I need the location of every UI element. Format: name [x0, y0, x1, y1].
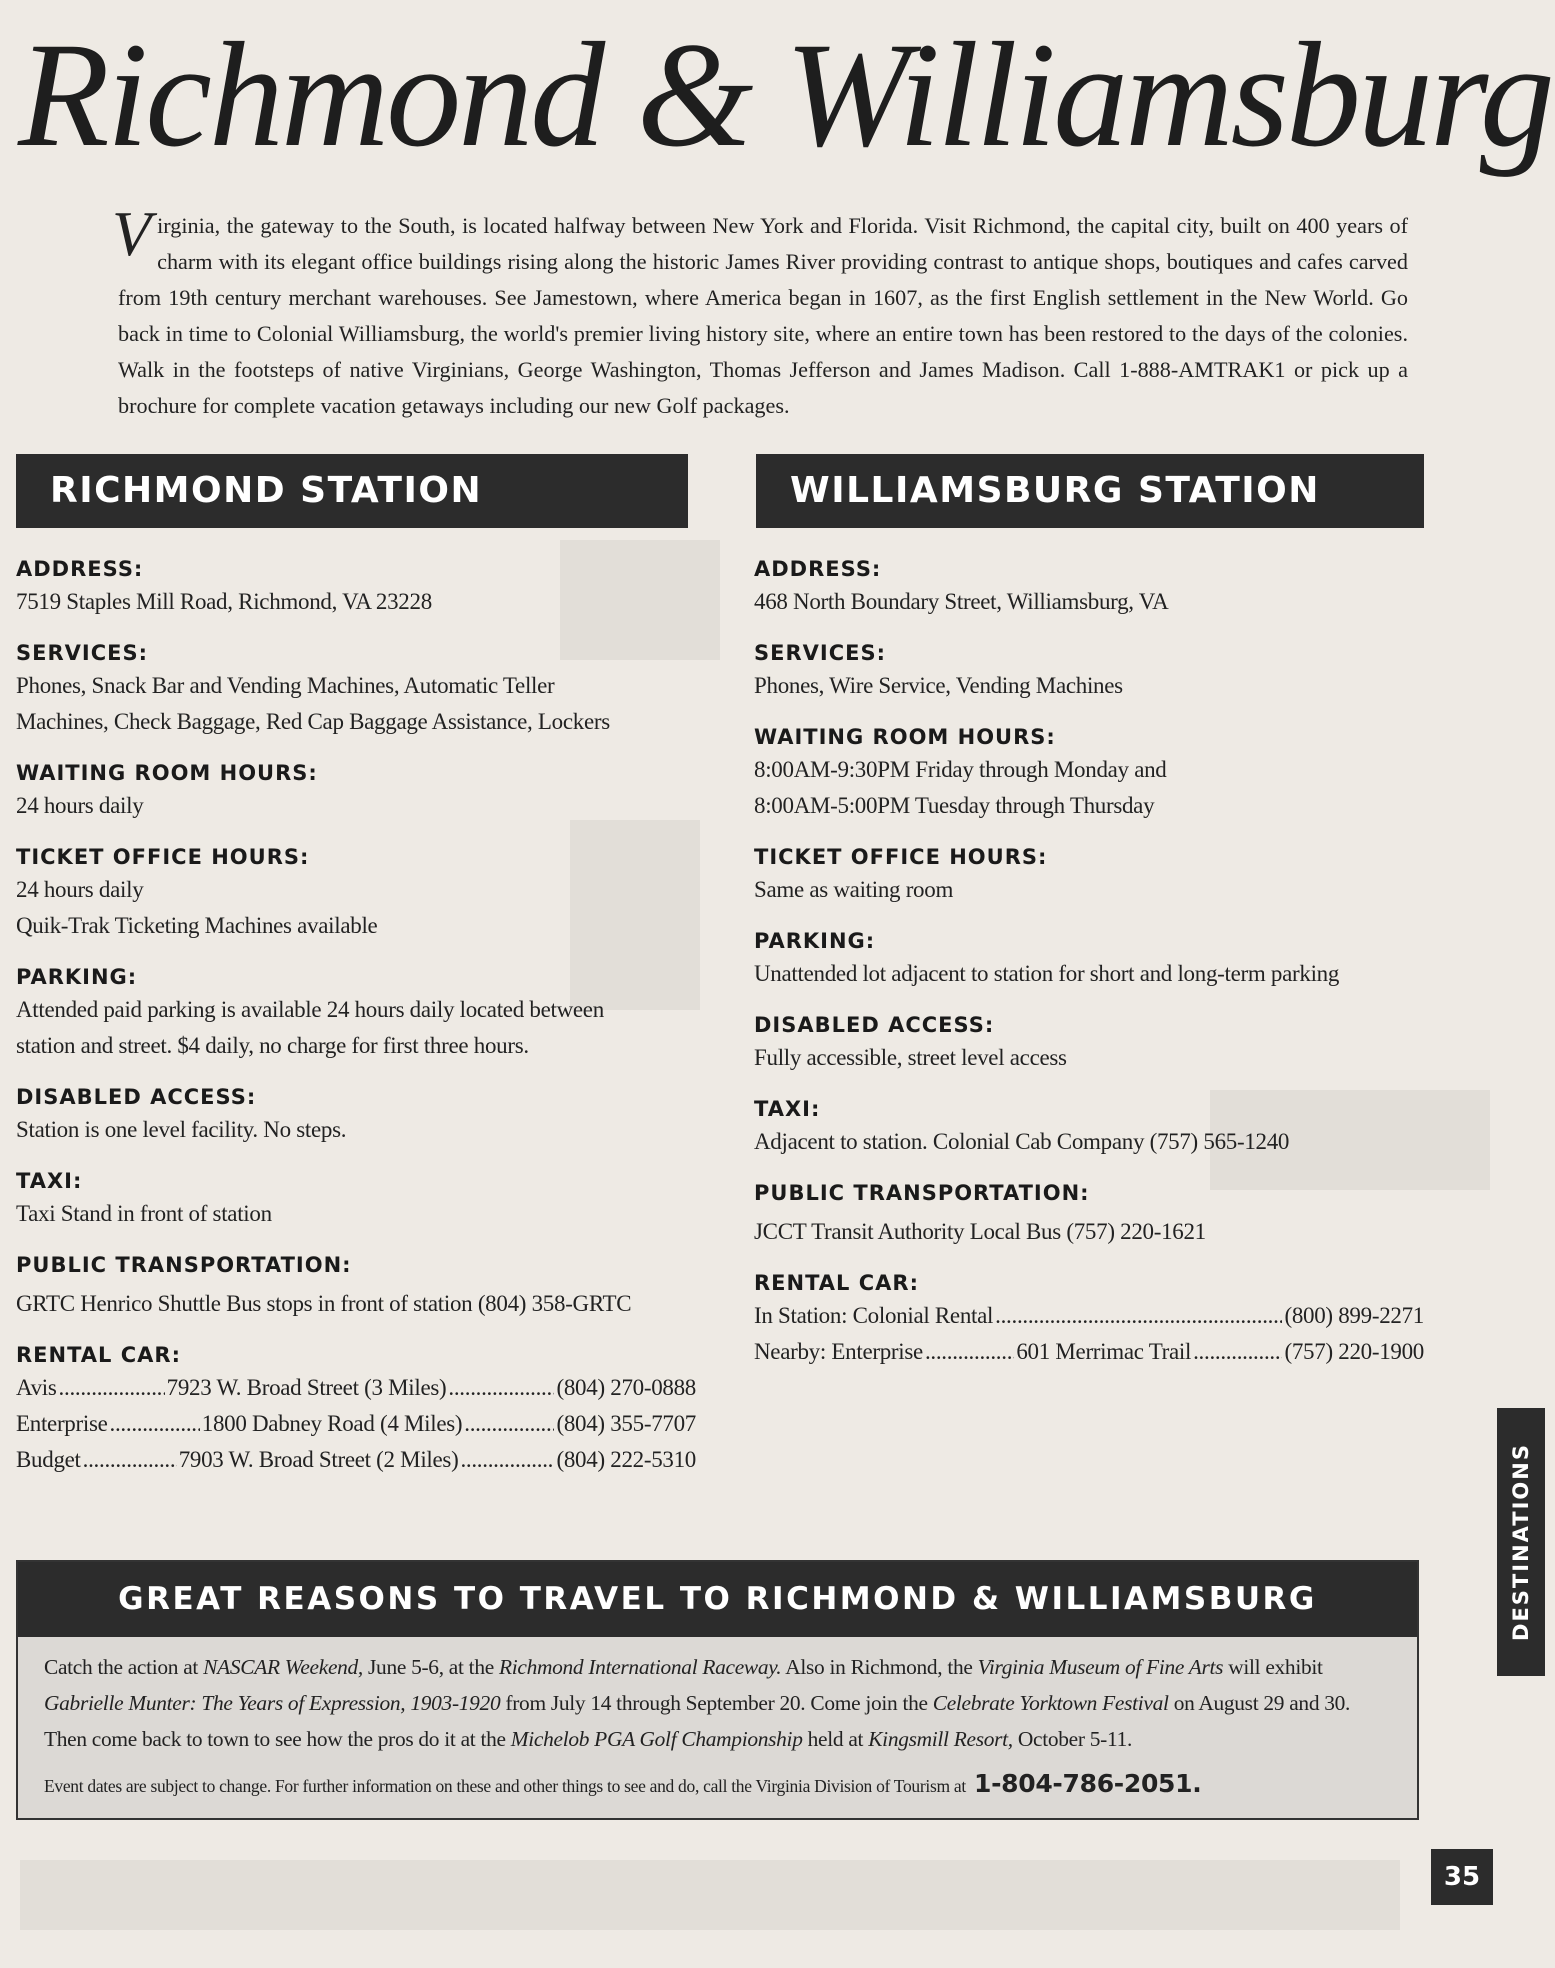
- exhibit-name: Gabrielle Munter: The Years of Expression, 1903-1920: [44, 1691, 501, 1715]
- rental-phone: (800) 899-2271: [1284, 1303, 1424, 1328]
- public-transport-label: PUBLIC TRANSPORTATION:: [16, 1253, 352, 1277]
- richmond-station-details: [16, 554, 696, 1496]
- williamsburg-ticket-hours: [754, 842, 1444, 908]
- dot-leader: [110, 1406, 200, 1442]
- dot-leader: [1193, 1334, 1282, 1370]
- ticket-office-label: TICKET OFFICE HOURS:: [16, 845, 310, 869]
- dot-leader: [460, 1442, 554, 1478]
- richmond-waiting-hours: [16, 758, 696, 824]
- text-run: Catch the action at: [44, 1655, 204, 1679]
- rental-car-label: RENTAL CAR:: [754, 1271, 919, 1295]
- ticket-office-value: Quik-Trak Ticketing Machines available: [16, 913, 378, 938]
- event-name: NASCAR Weekend,: [203, 1655, 363, 1679]
- williamsburg-public-transport: [754, 1178, 1444, 1250]
- richmond-parking: [16, 962, 696, 1064]
- bleed-through-block: [20, 1860, 1400, 1930]
- taxi-label: TAXI:: [16, 1169, 83, 1193]
- rental-location: 7923 W. Broad Street (3 Miles): [166, 1375, 447, 1400]
- dot-leader: [83, 1442, 177, 1478]
- venue-name: Virginia Museum of Fine Arts: [977, 1655, 1224, 1679]
- dot-leader: [59, 1370, 165, 1406]
- williamsburg-station-details: [754, 554, 1444, 1388]
- rental-row: [754, 1334, 1424, 1370]
- great-reasons-header: GREAT REASONS TO TRAVEL TO RICHMOND & WILLIAMSBURG: [18, 1562, 1417, 1637]
- rental-company: Avis: [16, 1375, 57, 1400]
- event-name: Michelob PGA Golf Championship: [510, 1727, 803, 1751]
- address-label: ADDRESS:: [16, 557, 144, 581]
- waiting-room-value: 8:00AM-9:30PM Friday through Monday and: [754, 757, 1167, 782]
- great-reasons-box: [16, 1560, 1419, 1820]
- venue-name: Kingsmill Resort,: [868, 1727, 1013, 1751]
- services-value: Phones, Snack Bar and Vending Machines, Automatic Teller: [16, 673, 555, 698]
- services-value: Machines, Check Baggage, Red Cap Baggage Assistance, Lockers: [16, 709, 610, 734]
- text-run: June 5-6, at the: [362, 1655, 499, 1679]
- text-run: from July 14 through September 20. Come join the: [500, 1691, 933, 1715]
- public-transport-value: GRTC Henrico Shuttle Bus stops in front of station (804) 358-GRTC: [16, 1291, 632, 1316]
- event-name: Celebrate Yorktown Festival: [932, 1691, 1169, 1715]
- waiting-room-label: WAITING ROOM HOURS:: [754, 725, 1056, 749]
- address-value: 468 North Boundary Street, Williamsburg, VA: [754, 589, 1169, 614]
- tourism-phone: 1-804-786-2051.: [973, 1769, 1202, 1798]
- taxi-label: TAXI:: [754, 1097, 821, 1121]
- text-run: will exhibit: [1223, 1655, 1323, 1679]
- rental-phone: (757) 220-1900: [1284, 1339, 1425, 1364]
- rental-row: [16, 1406, 696, 1442]
- williamsburg-services: [754, 638, 1444, 704]
- williamsburg-waiting-hours: [754, 722, 1444, 824]
- great-reasons-text: [18, 1637, 1417, 1757]
- disabled-access-label: DISABLED ACCESS:: [16, 1085, 257, 1109]
- parking-label: PARKING:: [754, 929, 876, 953]
- richmond-public-transport: [16, 1250, 696, 1322]
- address-label: ADDRESS:: [754, 557, 882, 581]
- williamsburg-disabled-access: [754, 1010, 1444, 1076]
- dot-leader: [464, 1406, 554, 1442]
- rental-company: Budget: [16, 1447, 81, 1472]
- rental-car-label: RENTAL CAR:: [16, 1343, 181, 1367]
- parking-value: Unattended lot adjacent to station for short and long-term parking: [754, 961, 1340, 986]
- dot-leader: [925, 1334, 1014, 1370]
- disabled-access-label: DISABLED ACCESS:: [754, 1013, 995, 1037]
- parking-value: Attended paid parking is available 24 hours daily located between: [16, 997, 604, 1022]
- rental-company: Enterprise: [16, 1411, 108, 1436]
- dot-leader: [448, 1370, 554, 1406]
- side-tab-label: DESTINATIONS: [1509, 1443, 1533, 1641]
- great-reasons-note: [18, 1757, 1417, 1798]
- waiting-room-label: WAITING ROOM HOURS:: [16, 761, 318, 785]
- disabled-access-value: Station is one level facility. No steps.: [16, 1117, 347, 1142]
- text-run: on August 29 and 30. Then come back to town to see how the pros do it at the: [44, 1691, 1351, 1751]
- rental-phone: (804) 270-0888: [556, 1375, 697, 1400]
- text-run: held at: [802, 1727, 869, 1751]
- williamsburg-taxi: [754, 1094, 1444, 1160]
- rental-row: [16, 1370, 696, 1406]
- public-transport-value: JCCT Transit Authority Local Bus (757) 220-1621: [754, 1219, 1206, 1244]
- ticket-office-label: TICKET OFFICE HOURS:: [754, 845, 1048, 869]
- taxi-value: Adjacent to station. Colonial Cab Company (757) 565-1240: [754, 1129, 1290, 1154]
- services-value: Phones, Wire Service, Vending Machines: [754, 673, 1123, 698]
- rental-company: Nearby: Enterprise: [754, 1339, 923, 1364]
- destinations-side-tab: [1497, 1408, 1545, 1676]
- rental-location: 601 Merrimac Trail: [1016, 1339, 1192, 1364]
- services-label: SERVICES:: [16, 641, 148, 665]
- intro-dropcap: V: [112, 198, 152, 269]
- ticket-office-value: 24 hours daily: [16, 877, 144, 902]
- williamsburg-address: [754, 554, 1444, 620]
- intro-paragraph: [112, 198, 1408, 424]
- richmond-services: [16, 638, 696, 740]
- richmond-ticket-hours: [16, 842, 696, 944]
- parking-value: station and street. $4 daily, no charge for first three hours.: [16, 1033, 529, 1058]
- williamsburg-station-header: WILLIAMSBURG STATION: [756, 454, 1424, 528]
- rental-row: [16, 1442, 696, 1478]
- public-transport-label: PUBLIC TRANSPORTATION:: [754, 1181, 1090, 1205]
- disabled-access-value: Fully accessible, street level access: [754, 1045, 1067, 1070]
- rental-location: 7903 W. Broad Street (2 Miles): [178, 1447, 459, 1472]
- text-run: October 5-11.: [1012, 1727, 1133, 1751]
- waiting-room-value: 24 hours daily: [16, 793, 144, 818]
- richmond-disabled-access: [16, 1082, 696, 1148]
- ticket-office-value: Same as waiting room: [754, 877, 954, 902]
- venue-name: Richmond International Raceway.: [498, 1655, 782, 1679]
- rental-phone: (804) 355-7707: [556, 1411, 696, 1436]
- page-title: Richmond & Williamsburg: [18, 12, 1552, 178]
- dot-leader: [995, 1298, 1282, 1334]
- rental-location: 1800 Dabney Road (4 Miles): [201, 1411, 463, 1436]
- rental-row: [754, 1298, 1424, 1334]
- waiting-room-value: 8:00AM-5:00PM Tuesday through Thursday: [754, 793, 1155, 818]
- services-label: SERVICES:: [754, 641, 886, 665]
- richmond-taxi: [16, 1166, 696, 1232]
- richmond-address: [16, 554, 696, 620]
- text-run: Also in Richmond, the: [781, 1655, 978, 1679]
- parking-label: PARKING:: [16, 965, 138, 989]
- intro-text: irginia, the gateway to the South, is located halfway between New York and Florida. Visit Richmond, the capital city, built on 400 years of charm with its elegant office buildings rising along the historic James River providing contrast to antique shops, boutiques and cafes carved from 19th century merchant warehouses. See Jamestown, where America began in 1607, as the first English settlement in the New World. Go back in time to Colonial Williamsburg, the world's premier living history site, where an entire town has been restored to the days of the colonies. Walk in the footsteps of native Virginians, George Washington, Thomas Jefferson and James Madison. Call 1-888-AMTRAK1 or pick up a brochure for complete vacation getaways including our new Golf packages.: [118, 213, 1408, 418]
- richmond-rental-car: [16, 1340, 696, 1478]
- williamsburg-parking: [754, 926, 1444, 992]
- page-number: 35: [1431, 1849, 1493, 1905]
- taxi-value: Taxi Stand in front of station: [16, 1201, 272, 1226]
- richmond-station-header: RICHMOND STATION: [16, 454, 688, 528]
- note-text: Event dates are subject to change. For further information on these and other things to see and do, call the Virginia Division of Tourism at: [44, 1776, 966, 1796]
- rental-phone: (804) 222-5310: [556, 1447, 697, 1472]
- address-value: 7519 Staples Mill Road, Richmond, VA 23228: [16, 589, 432, 614]
- williamsburg-rental-car: [754, 1268, 1424, 1370]
- rental-company: In Station: Colonial Rental: [754, 1303, 994, 1328]
